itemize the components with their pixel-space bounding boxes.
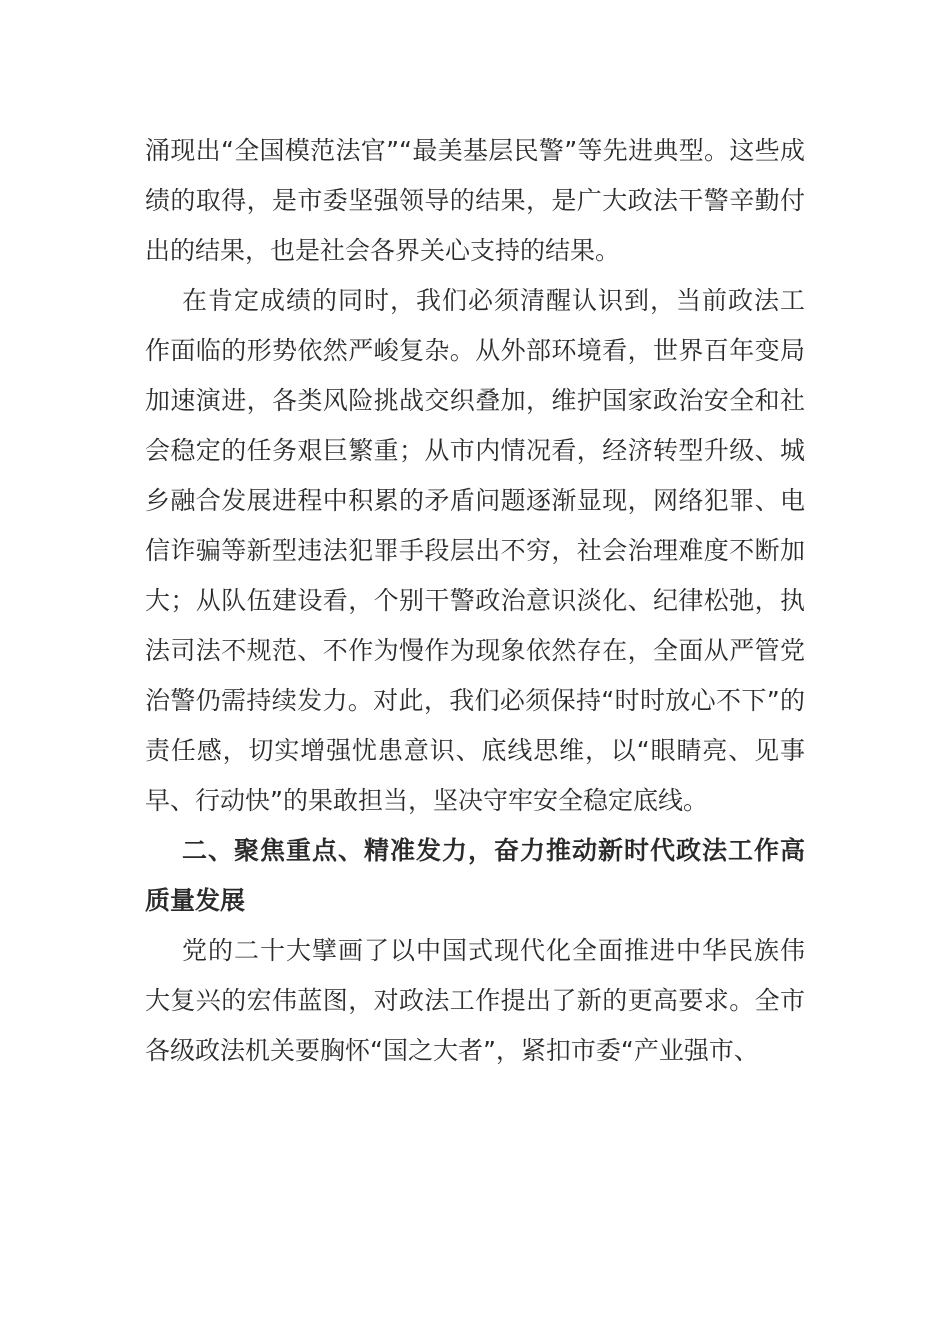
section-heading-two: 二、聚焦重点、精准发力，奋力推动新时代政法工作高质量发展 <box>145 836 805 915</box>
paragraph-achievements-conclusion: 涌现出“全国模范法官”“最美基层民警”等先进典型。这些成绩的取得，是市委坚强领导的结果，是广大政法干警辛勤付出的结果，也是社会各界关心支持的结果。 <box>145 136 805 265</box>
document-body <box>145 126 805 1076</box>
paragraph-current-situation: 在肯定成绩的同时，我们必须清醒认识到，当前政法工作面临的形势依然严峻复杂。从外部环境看，世界百年变局加速演进，各类风险挑战交织叠加，维护国家政治安全和社会稳定的任务艰巨繁重；从市内情况看，经济转型升级、城乡融合发展进程中积累的矛盾问题逐渐显现，网络犯罪、电信诈骗等新型违法犯罪手段层出不穷，社会治理难度不断加大；从队伍建设看，个别干警政治意识淡化、纪律松弛，执法司法不规范、不作为慢作为现象依然存在，全面从严管党治警仍需持续发力。对此，我们必须保持“时时放心不下”的责任感，切实增强忧患意识、底线思维，以“眼睛亮、见事早、行动快”的果敢担当，坚决守牢安全稳定底线。 <box>145 286 805 815</box>
paragraph-party-congress: 党的二十大擘画了以中国式现代化全面推进中华民族伟大复兴的宏伟蓝图，对政法工作提出了新的更高要求。全市各级政法机关要胸怀“国之大者”，紧扣市委“产业强市、 <box>145 936 805 1065</box>
